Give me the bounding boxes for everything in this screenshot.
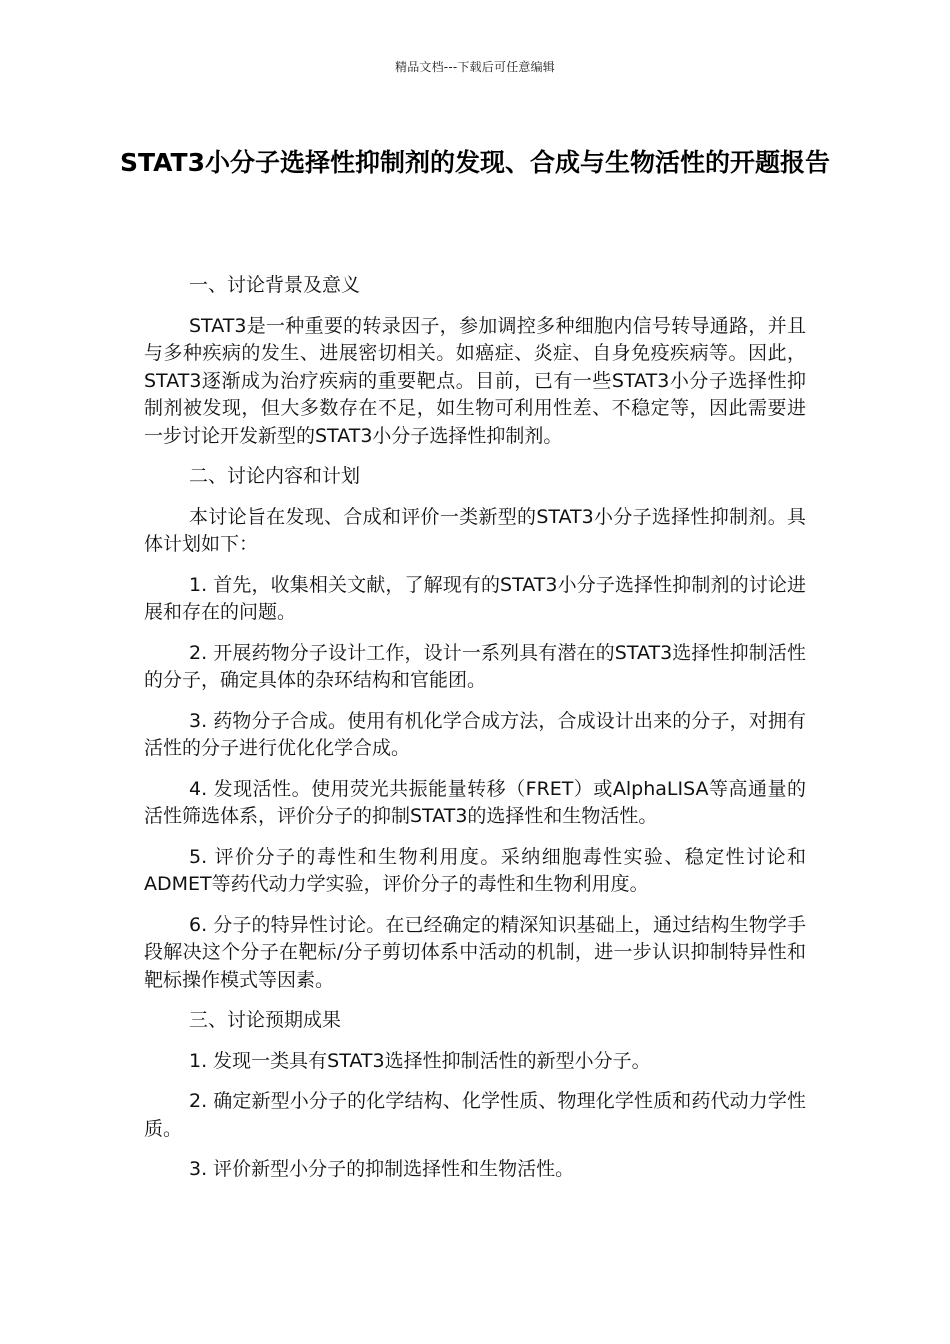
paragraph-background: STAT3是一种重要的转录因子，参加调控多种细胞内信号转导通路，并且与多种疾病的发生、进展密切相关。如癌症、炎症、自身免疫疾病等。因此，STAT3逐渐成为治疗疾病的重要靶点。目前，已有一些STAT3小分子选择性抑制剂被发现，但大多数存在不足，如生物可利用性差、不稳定等，因此需要进一步讨论开发新型的STAT3小分子选择性抑制剂。 [144,314,806,447]
document-title: STAT3小分子选择性抑制剂的发现、合成与生物活性的开题报告 [120,148,830,177]
plan-item-4: 4. 发现活性。使用荧光共振能量转移（FRET）或AlphaLISA等高通量的活性筛选体系，评价分子的抑制STAT3的选择性和生物活性。 [144,777,806,827]
plan-item-3: 3. 药物分子合成。使用有机化学合成方法，合成设计出来的分子，对拥有活性的分子进行优化化学合成。 [144,709,806,759]
plan-item-6: 6. 分子的特异性讨论。在已经确定的精深知识基础上，通过结构生物学手段解决这个分子在靶标/分子剪切体系中活动的机制，进一步认识抑制特异性和靶标操作模式等因素。 [144,913,806,991]
document-body [144,272,806,1197]
plan-item-1: 1. 首先，收集相关文献，了解现有的STAT3小分子选择性抑制剂的讨论进展和存在的问题。 [144,573,806,623]
plan-item-2: 2. 开展药物分子设计工作，设计一系列具有潜在的STAT3选择性抑制活性的分子，确定具体的杂环结构和官能团。 [144,641,806,691]
outcome-item-1: 1. 发现一类具有STAT3选择性抑制活性的新型小分子。 [189,1049,651,1072]
section-heading-plan: 二、讨论内容和计划 [189,465,361,487]
section-heading-background: 一、讨论背景及意义 [189,274,361,296]
paragraph-plan-intro: 本讨论旨在发现、合成和评价一类新型的STAT3小分子选择性抑制剂。具体计划如下： [144,505,806,555]
outcome-item-3: 3. 评价新型小分子的抑制选择性和生物活性。 [189,1158,575,1180]
outcome-item-2: 2. 确定新型小分子的化学结构、化学性质、物理化学性质和药代动力学性质。 [144,1090,806,1140]
plan-item-5: 5. 评价分子的毒性和生物利用度。采纳细胞毒性实验、稳定性讨论和ADMET等药代动力学实验，评价分子的毒性和生物利用度。 [144,845,806,895]
page-header: 精品文档---下载后可任意编辑 [395,60,555,74]
section-heading-outcomes: 三、讨论预期成果 [189,1009,342,1031]
